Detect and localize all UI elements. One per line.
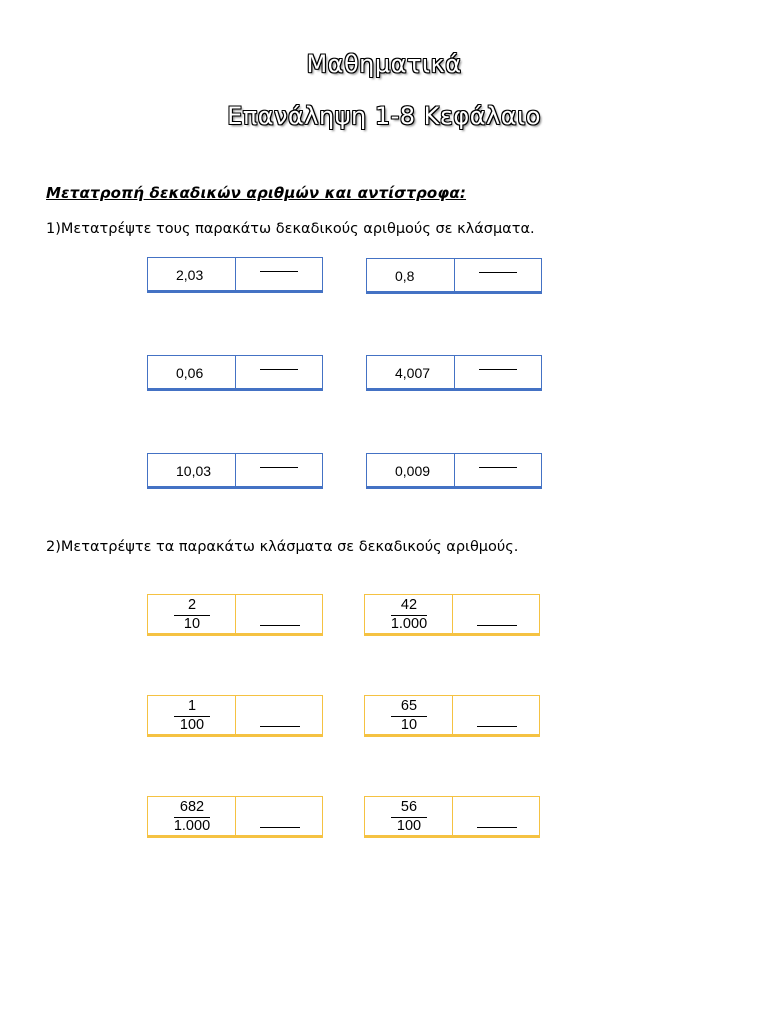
decimal-value: 10,03 (176, 463, 212, 479)
answer-field[interactable] (453, 797, 539, 835)
section-heading: Μετατροπή δεκαδικών αριθμών και αντίστροφα: (46, 184, 467, 202)
denominator: 100 (179, 717, 205, 733)
decimal-value: 0,009 (395, 463, 431, 479)
fraction-box (147, 796, 323, 838)
denominator: 1.000 (173, 818, 211, 834)
fraction (148, 597, 236, 633)
decimal-answer-line (477, 827, 517, 828)
decimal-box (366, 453, 542, 489)
numerator: 65 (400, 698, 418, 714)
fraction-box (147, 594, 323, 636)
answer-field[interactable] (455, 259, 541, 291)
fraction-answer-line (479, 467, 517, 468)
numerator: 682 (179, 799, 205, 815)
answer-field[interactable] (453, 696, 539, 734)
numerator: 56 (400, 799, 418, 815)
fraction-box (147, 695, 323, 737)
page-title: Μαθηματικά (306, 50, 462, 78)
answer-field[interactable] (236, 797, 322, 835)
answer-field[interactable] (455, 454, 541, 486)
fraction (148, 698, 236, 734)
fraction (148, 799, 236, 835)
decimal-answer-line (260, 726, 300, 727)
denominator: 10 (183, 616, 201, 632)
fraction-box (364, 796, 540, 838)
exercise2-instruction: 2)Μετατρέψτε τα παρακάτω κλάσματα σε δεκαδικούς αριθμούς. (46, 539, 519, 555)
page-subtitle: Επανάληψη 1-8 Κεφάλαιο (227, 102, 541, 130)
decimal-value: 0,06 (176, 365, 204, 381)
decimal-box (366, 355, 542, 391)
decimal-answer-line (260, 625, 300, 626)
fraction (365, 597, 453, 633)
exercise1-instruction: 1)Μετατρέψτε τους παρακάτω δεκαδικούς αριθμούς σε κλάσματα. (46, 221, 535, 237)
denominator: 100 (396, 818, 422, 834)
fraction-box (364, 695, 540, 737)
numerator: 42 (400, 597, 418, 613)
answer-field[interactable] (453, 595, 539, 633)
answer-field[interactable] (236, 258, 322, 290)
fraction-answer-line (479, 272, 517, 273)
numerator: 2 (187, 597, 197, 613)
answer-field[interactable] (236, 595, 322, 633)
fraction-box (364, 594, 540, 636)
decimal-value: 4,007 (395, 365, 431, 381)
fraction (365, 799, 453, 835)
answer-field[interactable] (236, 454, 322, 486)
decimal-box (366, 258, 542, 294)
fraction (365, 698, 453, 734)
decimal-answer-line (477, 726, 517, 727)
decimal-box (147, 453, 323, 489)
fraction-answer-line (260, 271, 298, 272)
decimal-answer-line (477, 625, 517, 626)
decimal-value: 0,8 (395, 268, 415, 284)
fraction-answer-line (479, 369, 517, 370)
decimal-value: 2,03 (176, 267, 204, 283)
answer-field[interactable] (236, 356, 322, 388)
answer-field[interactable] (455, 356, 541, 388)
fraction-answer-line (260, 467, 298, 468)
decimal-box (147, 355, 323, 391)
fraction-answer-line (260, 369, 298, 370)
denominator: 1.000 (390, 616, 428, 632)
denominator: 10 (400, 717, 418, 733)
decimal-answer-line (260, 827, 300, 828)
decimal-box (147, 257, 323, 293)
answer-field[interactable] (236, 696, 322, 734)
numerator: 1 (187, 698, 197, 714)
